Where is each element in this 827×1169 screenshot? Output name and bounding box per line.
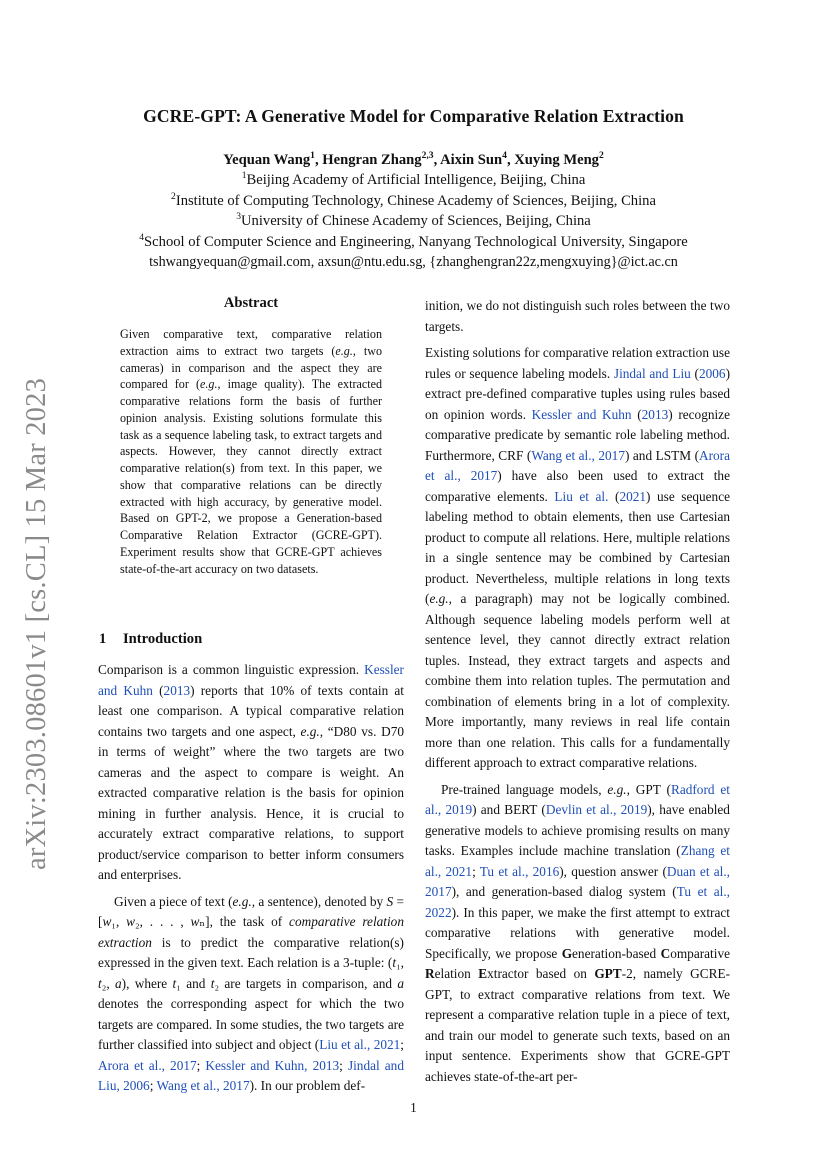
- author-emails: tshwangyequan@gmail.com, axsun@ntu.edu.sg, {zhanghengran22z,mengxuying}@ict.ac.cn: [149, 254, 678, 271]
- affiliation-mark: 4: [139, 231, 145, 243]
- text-it: t: [210, 975, 215, 991]
- text-run: ;: [339, 1057, 348, 1073]
- affiliation-list: [0, 170, 827, 252]
- text-run: ), have enabled generative models to achieve promising results on many tasks. Examples include machine translation (: [425, 802, 730, 858]
- affiliation-mark: 3: [236, 211, 241, 223]
- affiliation: [0, 191, 827, 211]
- text-run: (: [690, 365, 699, 381]
- citation-link[interactable]: Duan et al., 2017: [425, 863, 730, 899]
- author-affil-mark: 4: [502, 150, 507, 162]
- affiliation-text: University of Chinese Academy of Sciences, Beijing, China: [241, 213, 591, 230]
- text-run: ₂,: [101, 975, 115, 991]
- text-it: e.g.,: [232, 893, 256, 909]
- text-run: ) reports that 10% of texts contain at least one comparison. A typical comparative relation contains two targets and one aspect,: [98, 682, 404, 739]
- arxiv-id: arXiv:2303.08601v1 [cs.CL] 15 Mar 2023: [21, 377, 52, 871]
- text-run: is to predict the comparative relation(s) expressed in the given text. Each relation is a 3-tuple: (: [98, 934, 404, 970]
- paper-title: GCRE-GPT: A Generative Model for Comparative Relation Extraction: [143, 106, 684, 126]
- affiliation-text: School of Computer Science and Engineering, Nanyang Technological University, Singapore: [144, 233, 688, 250]
- citation-link[interactable]: Tu et al., 2022: [425, 884, 730, 920]
- abstract-heading: Abstract: [223, 295, 279, 311]
- text-run: “D80 vs. D70 in terms of weight” where the two targets are two cameras and the aspect to compare is weight. An extracted comparative relation is the basis for opinion mining in further analysis. Hence, it is crucial to accurately extract comparative relations, to support product/service comparison to better inform consumers and enterprises.: [98, 723, 404, 882]
- paragraph: [425, 343, 730, 774]
- text-run: ;: [472, 863, 480, 879]
- citation-link[interactable]: Liu et al.: [554, 488, 609, 504]
- text-run: ₁,: [111, 914, 127, 929]
- text-run: ), and generation-based dialog system (: [451, 884, 677, 899]
- section-heading: [99, 631, 202, 648]
- paragraph: [425, 780, 730, 1088]
- text-run: ;: [149, 1078, 157, 1093]
- author-list: [0, 150, 827, 170]
- text-it: e.g.,: [429, 591, 452, 606]
- author-name: Xuying Meng: [514, 152, 599, 168]
- text-run: inition, we do not distinguish such roles between the two targets.: [425, 298, 730, 334]
- text-run: omparative: [670, 945, 730, 961]
- paragraph: [98, 892, 404, 1097]
- text-run: two cameras) in comparison and the aspect they are compared for (: [120, 343, 382, 392]
- text-run: ), question answer (: [559, 863, 667, 879]
- text-it: S: [386, 893, 394, 909]
- author-name: Aixin Sun: [440, 152, 503, 168]
- text-run: ₁,: [396, 955, 404, 970]
- text-it: t: [172, 975, 177, 991]
- citation-link[interactable]: Zhang et al., 2021: [425, 843, 730, 879]
- text-it: w: [126, 914, 135, 929]
- citation-link[interactable]: Kessler and Kuhn: [98, 662, 404, 698]
- column-left: [98, 660, 404, 1097]
- text-run: ₂ are targets in comparison, and: [214, 975, 398, 991]
- author-affil-mark: 2: [598, 150, 604, 162]
- author-separator: ,: [433, 152, 441, 168]
- text-run: (: [608, 488, 620, 504]
- text-run: ) have also been used to extract the comparative elements.: [425, 468, 730, 504]
- text-run: eneration-based: [572, 945, 661, 961]
- text-run: image quality). The extracted comparative relations form the basis of further opinion analysis. Existing solutions formulate this task as a sequence labeling task, to extract targets and aspects. However, they cannot directly extract comparative relation(s) from text. In this paper, we show that comparative relations can be directly extracted with high accuracy, by generative model. Based on GPT-2, we propose a Generation-based Comparative Relation Extractor (GCRE-GPT). Experiment results show that GCRE-GPT achieves state-of-the-art accuracy on two datasets.: [120, 377, 382, 576]
- citation-link[interactable]: Liu et al., 2021: [319, 1037, 401, 1052]
- text-b: R: [425, 966, 435, 981]
- text-it: t: [392, 955, 397, 970]
- paragraph: [425, 296, 730, 337]
- text-run: Existing solutions for comparative relation extraction use rules or sequence labeling models.: [425, 345, 731, 381]
- text-it: a: [397, 975, 405, 991]
- section-number: 1: [99, 631, 107, 647]
- affiliation: [0, 211, 827, 231]
- text-run: a sentence), denoted by: [255, 893, 387, 909]
- text-run: ). In this paper, we make the first attempt to extract comparative relations with generative model. Specifically, we propose: [425, 904, 730, 961]
- citation-link[interactable]: Jindal and Liu: [613, 365, 691, 381]
- text-b: G: [561, 945, 573, 961]
- text-run: GPT (: [629, 781, 671, 797]
- text-run: ₙ], the task of: [199, 914, 290, 929]
- text-run: ) extract pre-defined comparative tuples using rules based on opinion words.: [425, 365, 730, 422]
- citation-link[interactable]: Arora et al., 2017: [98, 1057, 197, 1073]
- text-b: E: [478, 966, 488, 981]
- affiliation-text: Institute of Computing Technology, Chinese Academy of Sciences, Beijing, China: [175, 192, 656, 209]
- affiliation: [0, 232, 827, 252]
- text-run: Given comparative text, comparative relation extraction aims to extract two targets (: [120, 327, 382, 358]
- citation-link[interactable]: Wang et al., 2017: [156, 1078, 250, 1093]
- text-run: -2, namely GCRE-GPT, to extract comparative relations from text. We represent a comparative relation tuple in a piece of text, and train our model to generate such texts, based on an input sentence. Experiments show that GCRE-GPT achieves state-of-the-art per-: [425, 966, 730, 1084]
- author-affil-mark: 1: [310, 150, 315, 162]
- citation-link[interactable]: 2021: [619, 488, 647, 504]
- text-run: (: [152, 682, 164, 698]
- affiliation-mark: 1: [241, 170, 247, 182]
- citation-link[interactable]: 2006: [698, 365, 726, 381]
- affiliation-mark: 2: [171, 190, 176, 202]
- affiliation: [0, 170, 827, 190]
- text-run: elation: [434, 966, 479, 981]
- text-it: w: [190, 914, 200, 929]
- author-name: Yequan Wang: [223, 152, 311, 168]
- citation-link[interactable]: Wang et al., 2017: [531, 447, 625, 463]
- text-it: e.g.,: [200, 377, 221, 392]
- text-run: ₁ and: [176, 975, 211, 991]
- author-separator: ,: [314, 152, 323, 168]
- affiliation-text: Beijing Academy of Artificial Intelligence, Beijing, China: [246, 172, 586, 189]
- citation-link[interactable]: 2013: [641, 406, 669, 422]
- text-run: ) and LSTM (: [624, 447, 699, 463]
- text-run: ). In our problem def-: [249, 1078, 366, 1093]
- citation-link[interactable]: Kessler and Kuhn, 2013: [205, 1057, 340, 1073]
- citation-link[interactable]: 2013: [163, 682, 191, 698]
- text-run: ₂, . . . ,: [135, 914, 191, 929]
- text-run: ;: [400, 1037, 404, 1052]
- paragraph: [98, 660, 404, 886]
- text-run: denotes the corresponding aspect for which the two targets are compared. In some studies, the two targets are further classified into subject and object (: [98, 996, 404, 1052]
- page-number: 1: [410, 1100, 417, 1115]
- text-run: Comparison is a common linguistic expression.: [98, 662, 365, 677]
- text-it: comparative relation extraction: [98, 914, 404, 950]
- text-run: ) and BERT (: [472, 802, 546, 817]
- text-run: a paragraph) may not be logically combined. Although sequence labeling models perform well at sentence level, they cannot directly extract relation tuples. Instead, they extract targets and aspects and combine them into relation tuples. The permutation and combination of elements bring in a lot of complexity. More importantly, many reviews in real life contain more than one relation. This calls for a fundamentally different approach to extract comparative relations.: [425, 591, 730, 770]
- citation-link[interactable]: Jindal and Liu, 2006: [98, 1057, 404, 1093]
- citation-link[interactable]: Kessler and Kuhn: [531, 406, 632, 422]
- citation-link[interactable]: Arora et al., 2017: [425, 447, 731, 483]
- text-run: ) recognize comparative predicate by semantic role labeling method. Furthermore, CRF (: [425, 406, 730, 463]
- author-separator: ,: [506, 152, 515, 168]
- author-name: Hengran Zhang: [322, 152, 422, 168]
- citation-link[interactable]: Devlin et al., 2019: [545, 802, 648, 817]
- text-b: C: [660, 945, 671, 961]
- author-affil-mark: 2,3: [421, 150, 434, 162]
- citation-link[interactable]: Radford et al., 2019: [425, 781, 730, 817]
- text-it: a: [115, 975, 122, 991]
- citation-link[interactable]: Tu et al., 2016: [479, 863, 560, 879]
- text-it: t: [98, 975, 102, 991]
- abstract-body: [120, 326, 382, 577]
- text-run: Pre-trained language models,: [441, 781, 608, 797]
- text-run: = [: [98, 893, 404, 929]
- text-run: ) use sequence labeling method to obtain elements, then use Cartesian product to compute all relations. Here, multiple relations in a single sentence may be combined by Cartesian product. Nevertheless, multiple relations in long texts (: [425, 488, 730, 606]
- text-run: ), where: [121, 975, 173, 991]
- text-run: ;: [196, 1057, 206, 1073]
- text-it: e.g.,: [607, 781, 630, 797]
- text-b: GPT: [594, 966, 622, 981]
- text-it: e.g.,: [335, 343, 356, 358]
- text-run: xtractor based on: [487, 966, 595, 981]
- text-it: w: [102, 914, 112, 929]
- text-run: Given a piece of text (: [114, 893, 233, 909]
- column-right: [425, 296, 730, 1087]
- text-it: e.g.,: [300, 723, 324, 739]
- text-run: (: [631, 406, 642, 422]
- author-block: [0, 150, 827, 272]
- section-title: Introduction: [123, 631, 203, 647]
